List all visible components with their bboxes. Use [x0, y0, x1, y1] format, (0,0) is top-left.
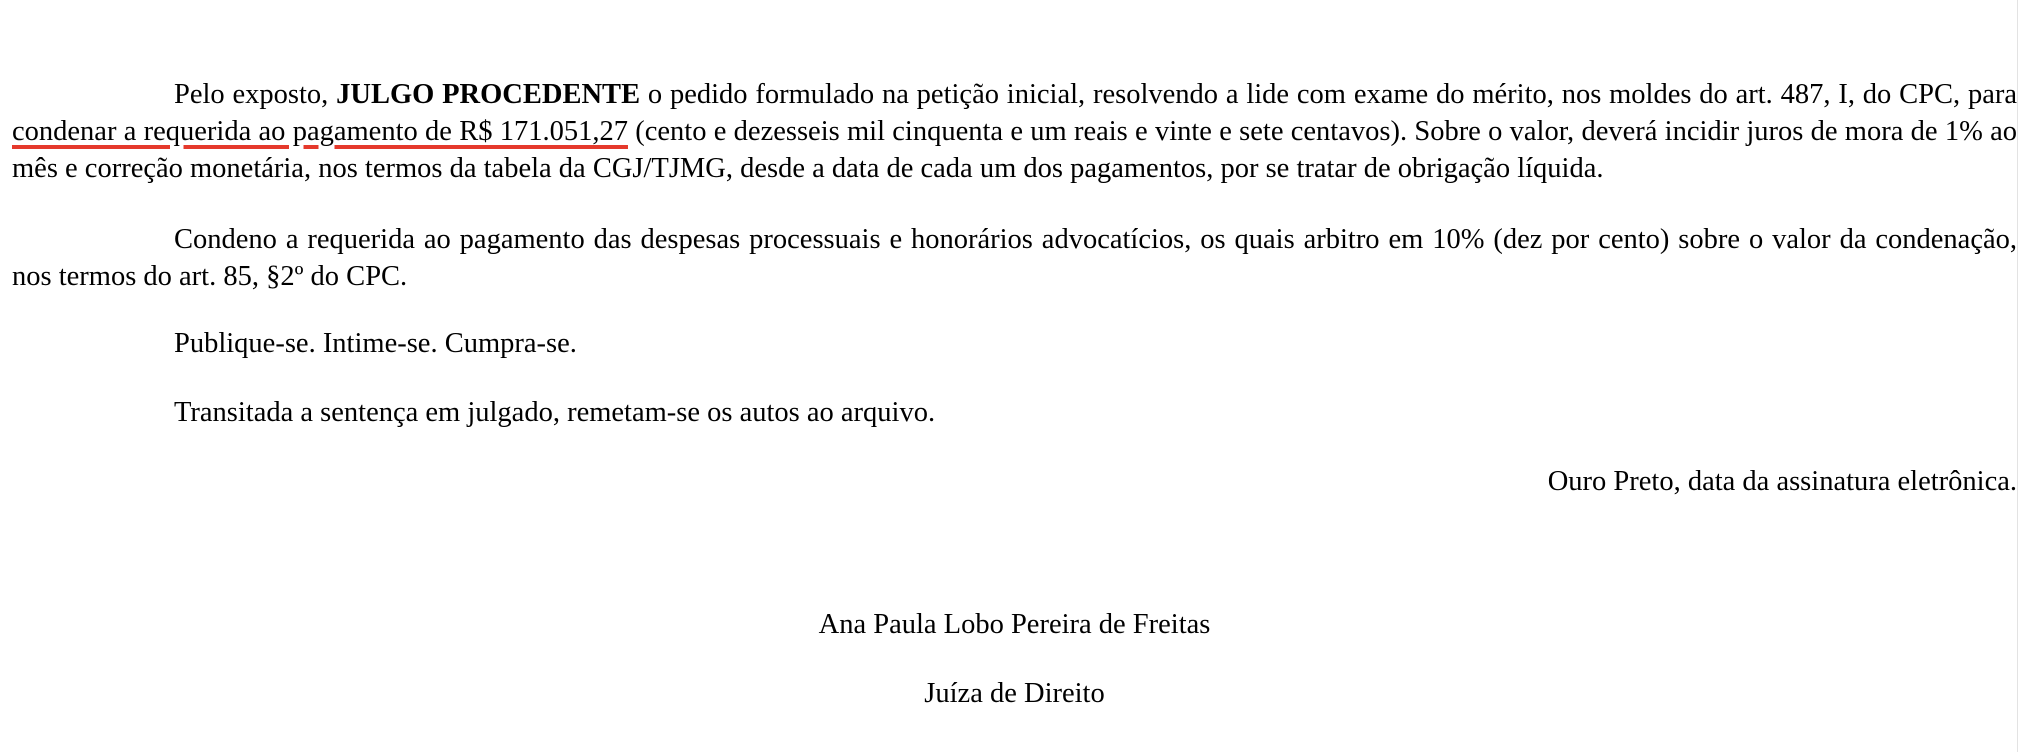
judgment-lead: Pelo exposto,: [174, 79, 337, 110]
vertical-scrollbar[interactable]: [2017, 0, 2038, 752]
place-date: Ouro Preto, data da assinatura eletrônica.: [1547, 466, 2017, 497]
paragraph-costs: [12, 221, 2017, 295]
signature-role: Juíza de Direito: [924, 678, 1105, 709]
paragraph-judgment: [12, 76, 2017, 187]
signature-name: Ana Paula Lobo Pereira de Freitas: [818, 609, 1211, 640]
paragraph-archive: Transitada a sentença em julgado, remetam-se os autos ao arquivo.: [174, 397, 936, 428]
paragraph-publish: Publique-se. Intime-se. Cumpra-se.: [174, 328, 577, 359]
highlighted-condemnation: condenar a requerida ao pagamento de R$ 171.051,27: [12, 116, 628, 147]
document-page: [12, 76, 2017, 712]
judgment-body: o pedido formulado na petição inicial, resolvendo a lide com exame do mérito, nos moldes do art. 487, I, do CPC, para: [640, 79, 2017, 110]
judgment-verdict: JULGO PROCEDENTE: [336, 79, 641, 110]
costs-text: Condeno a requerida ao pagamento das despesas processuais e honorários advocatícios, os quais arbitro em 10% (dez por cento) sobre o valor da condenação, nos termos do art. 85, §2º do CPC.: [12, 224, 2017, 292]
judgment-tail: (cento e dezesseis mil cinquenta e um reais e vinte e sete centavos). Sobre o valor, deverá incidir juros de mora de 1% ao mês e correção monetária, nos termos da tabela da CGJ/TJMG, desde a data de cada um dos pagamentos, por se tratar de obrigação líquida.: [12, 116, 2017, 184]
